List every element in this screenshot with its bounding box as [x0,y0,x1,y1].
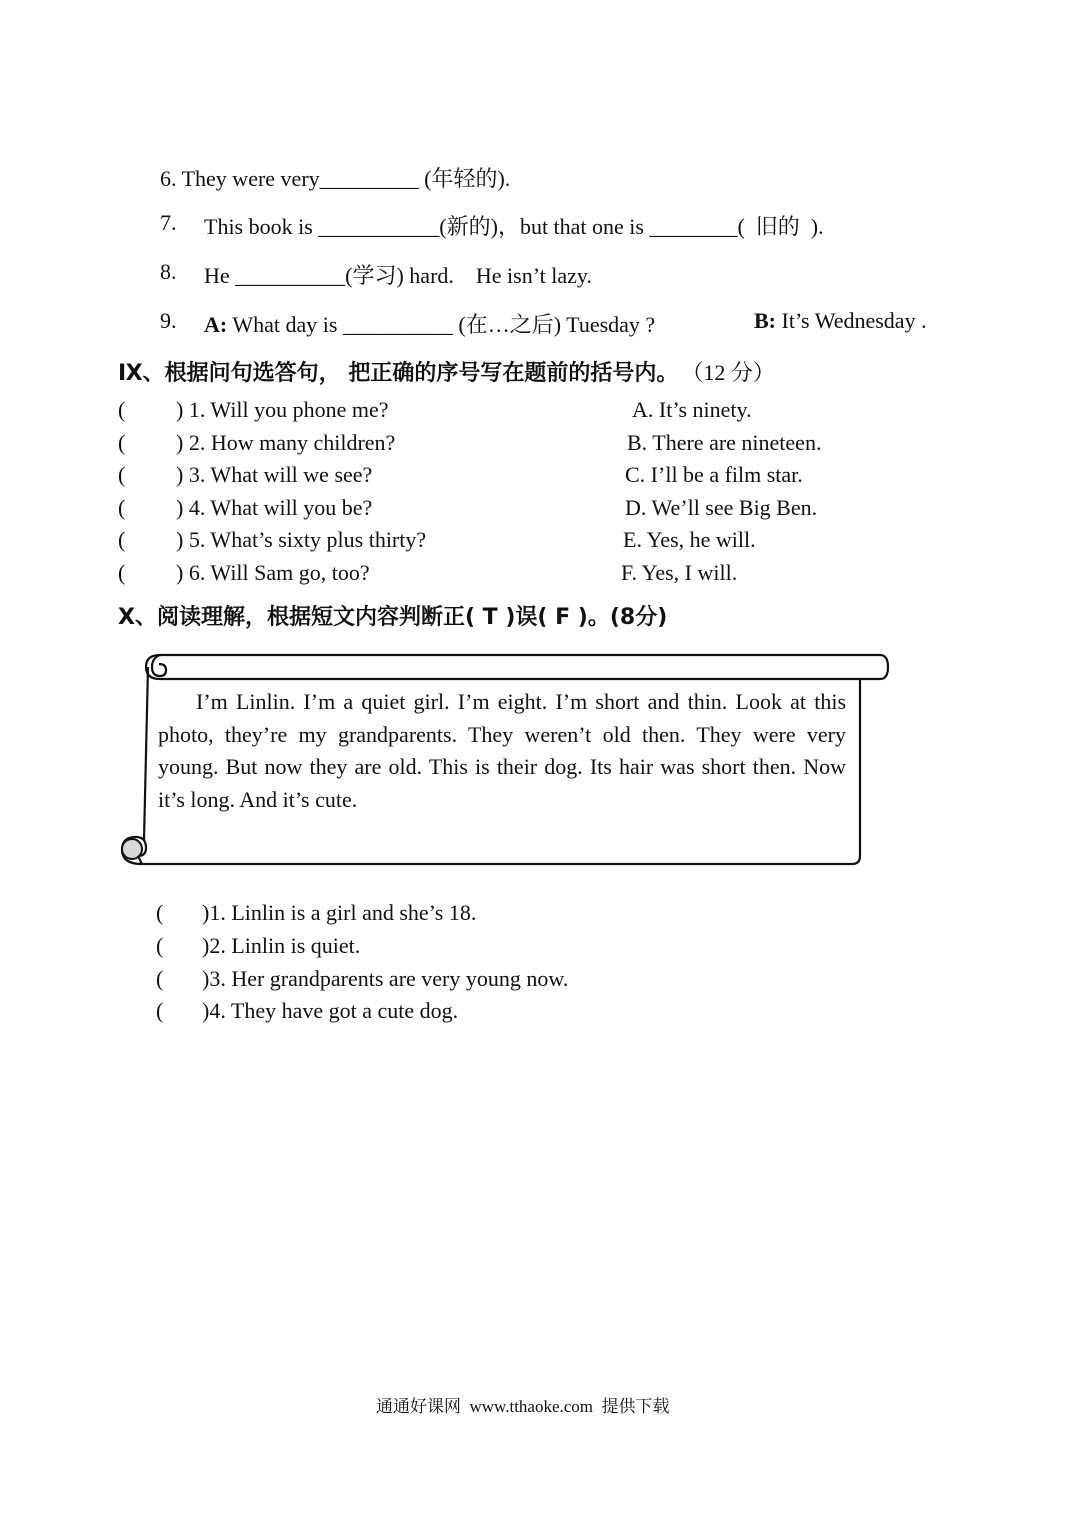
question-8-number: 8. [160,259,177,284]
tf-statement-1: )1. Linlin is a girl and she’s 18. [202,900,477,925]
match-question-5-paren: ( [118,527,126,552]
match-question-2-paren: ( [118,430,126,455]
tf-statement-1-paren: ( [156,900,164,925]
match-question-4: ) 4. What will you be? [176,495,373,520]
match-question-6: ) 6. Will Sam go, too? [176,560,370,585]
question-9-number: 9. [160,308,177,333]
question-7-number: 7. [160,210,177,235]
tf-statement-4-paren: ( [156,998,164,1023]
section-9-title: Ⅸ、根据问句选答句， 把正确的序号写在题前的括号内。 [118,361,679,386]
match-question-1-paren: ( [118,397,126,422]
match-question-3-paren: ( [118,462,126,487]
speaker-b-label: B: [754,308,776,333]
tf-statement-2-paren: ( [156,933,164,958]
question-9-answer [754,308,927,334]
section-9-heading [118,356,775,387]
scroll-curl-shade [122,839,142,859]
speaker-b-text: It’s Wednesday . [776,308,927,333]
reading-passage [158,686,846,816]
tf-statement-3-paren: ( [156,966,164,991]
speaker-a-text: What day is __________ (在…之后) Tuesday ? [227,312,656,337]
match-answer-d: D. We’ll see Big Ben. [625,495,818,520]
section-9-score: （12 分） [692,360,775,385]
page-footer: 通通好课网 www.tthaoke.com 提供下载 [376,1397,670,1416]
match-answer-c: C. I’ll be a film star. [625,462,803,487]
reading-passage-text: I’m Linlin. I’m a quiet girl. I’m eight. I’m short and thin. Look at this photo, they’re my grandparents. They weren’t old then. They were very young. But now they are old. This is their dog. Its hair was short then. Now it’s long. And it’s cute. [158,689,846,812]
question-9 [204,308,655,339]
question-8: He __________(学习) hard. He isn’t lazy. [204,263,592,288]
match-question-2: ) 2. How many children? [176,430,396,455]
match-answer-f: F. Yes, I will. [621,560,738,585]
match-question-3: ) 3. What will we see? [176,462,373,487]
match-answer-b: B. There are nineteen. [627,430,822,455]
tf-statement-2: )2. Linlin is quiet. [202,933,361,958]
match-question-1: ) 1. Will you phone me? [176,397,389,422]
match-question-5: ) 5. What’s sixty plus thirty? [176,527,427,552]
speaker-a-label: A: [204,312,228,337]
tf-statement-3: )3. Her grandparents are very young now. [202,966,569,991]
match-answer-a: A. It’s ninety. [632,397,752,422]
match-question-4-paren: ( [118,495,126,520]
tf-statement-4: )4. They have got a cute dog. [202,998,459,1023]
question-7: This book is ___________(新的)，but that one is ________( 旧的 ). [204,214,824,239]
match-question-6-paren: ( [118,560,126,585]
question-6: 6. They were very_________ (年轻的). [160,166,511,191]
match-answer-e: E. Yes, he will. [623,527,756,552]
section-10-heading: Ⅹ、阅读理解，根据短文内容判断正( T )误( F )。(8分) [118,605,668,630]
